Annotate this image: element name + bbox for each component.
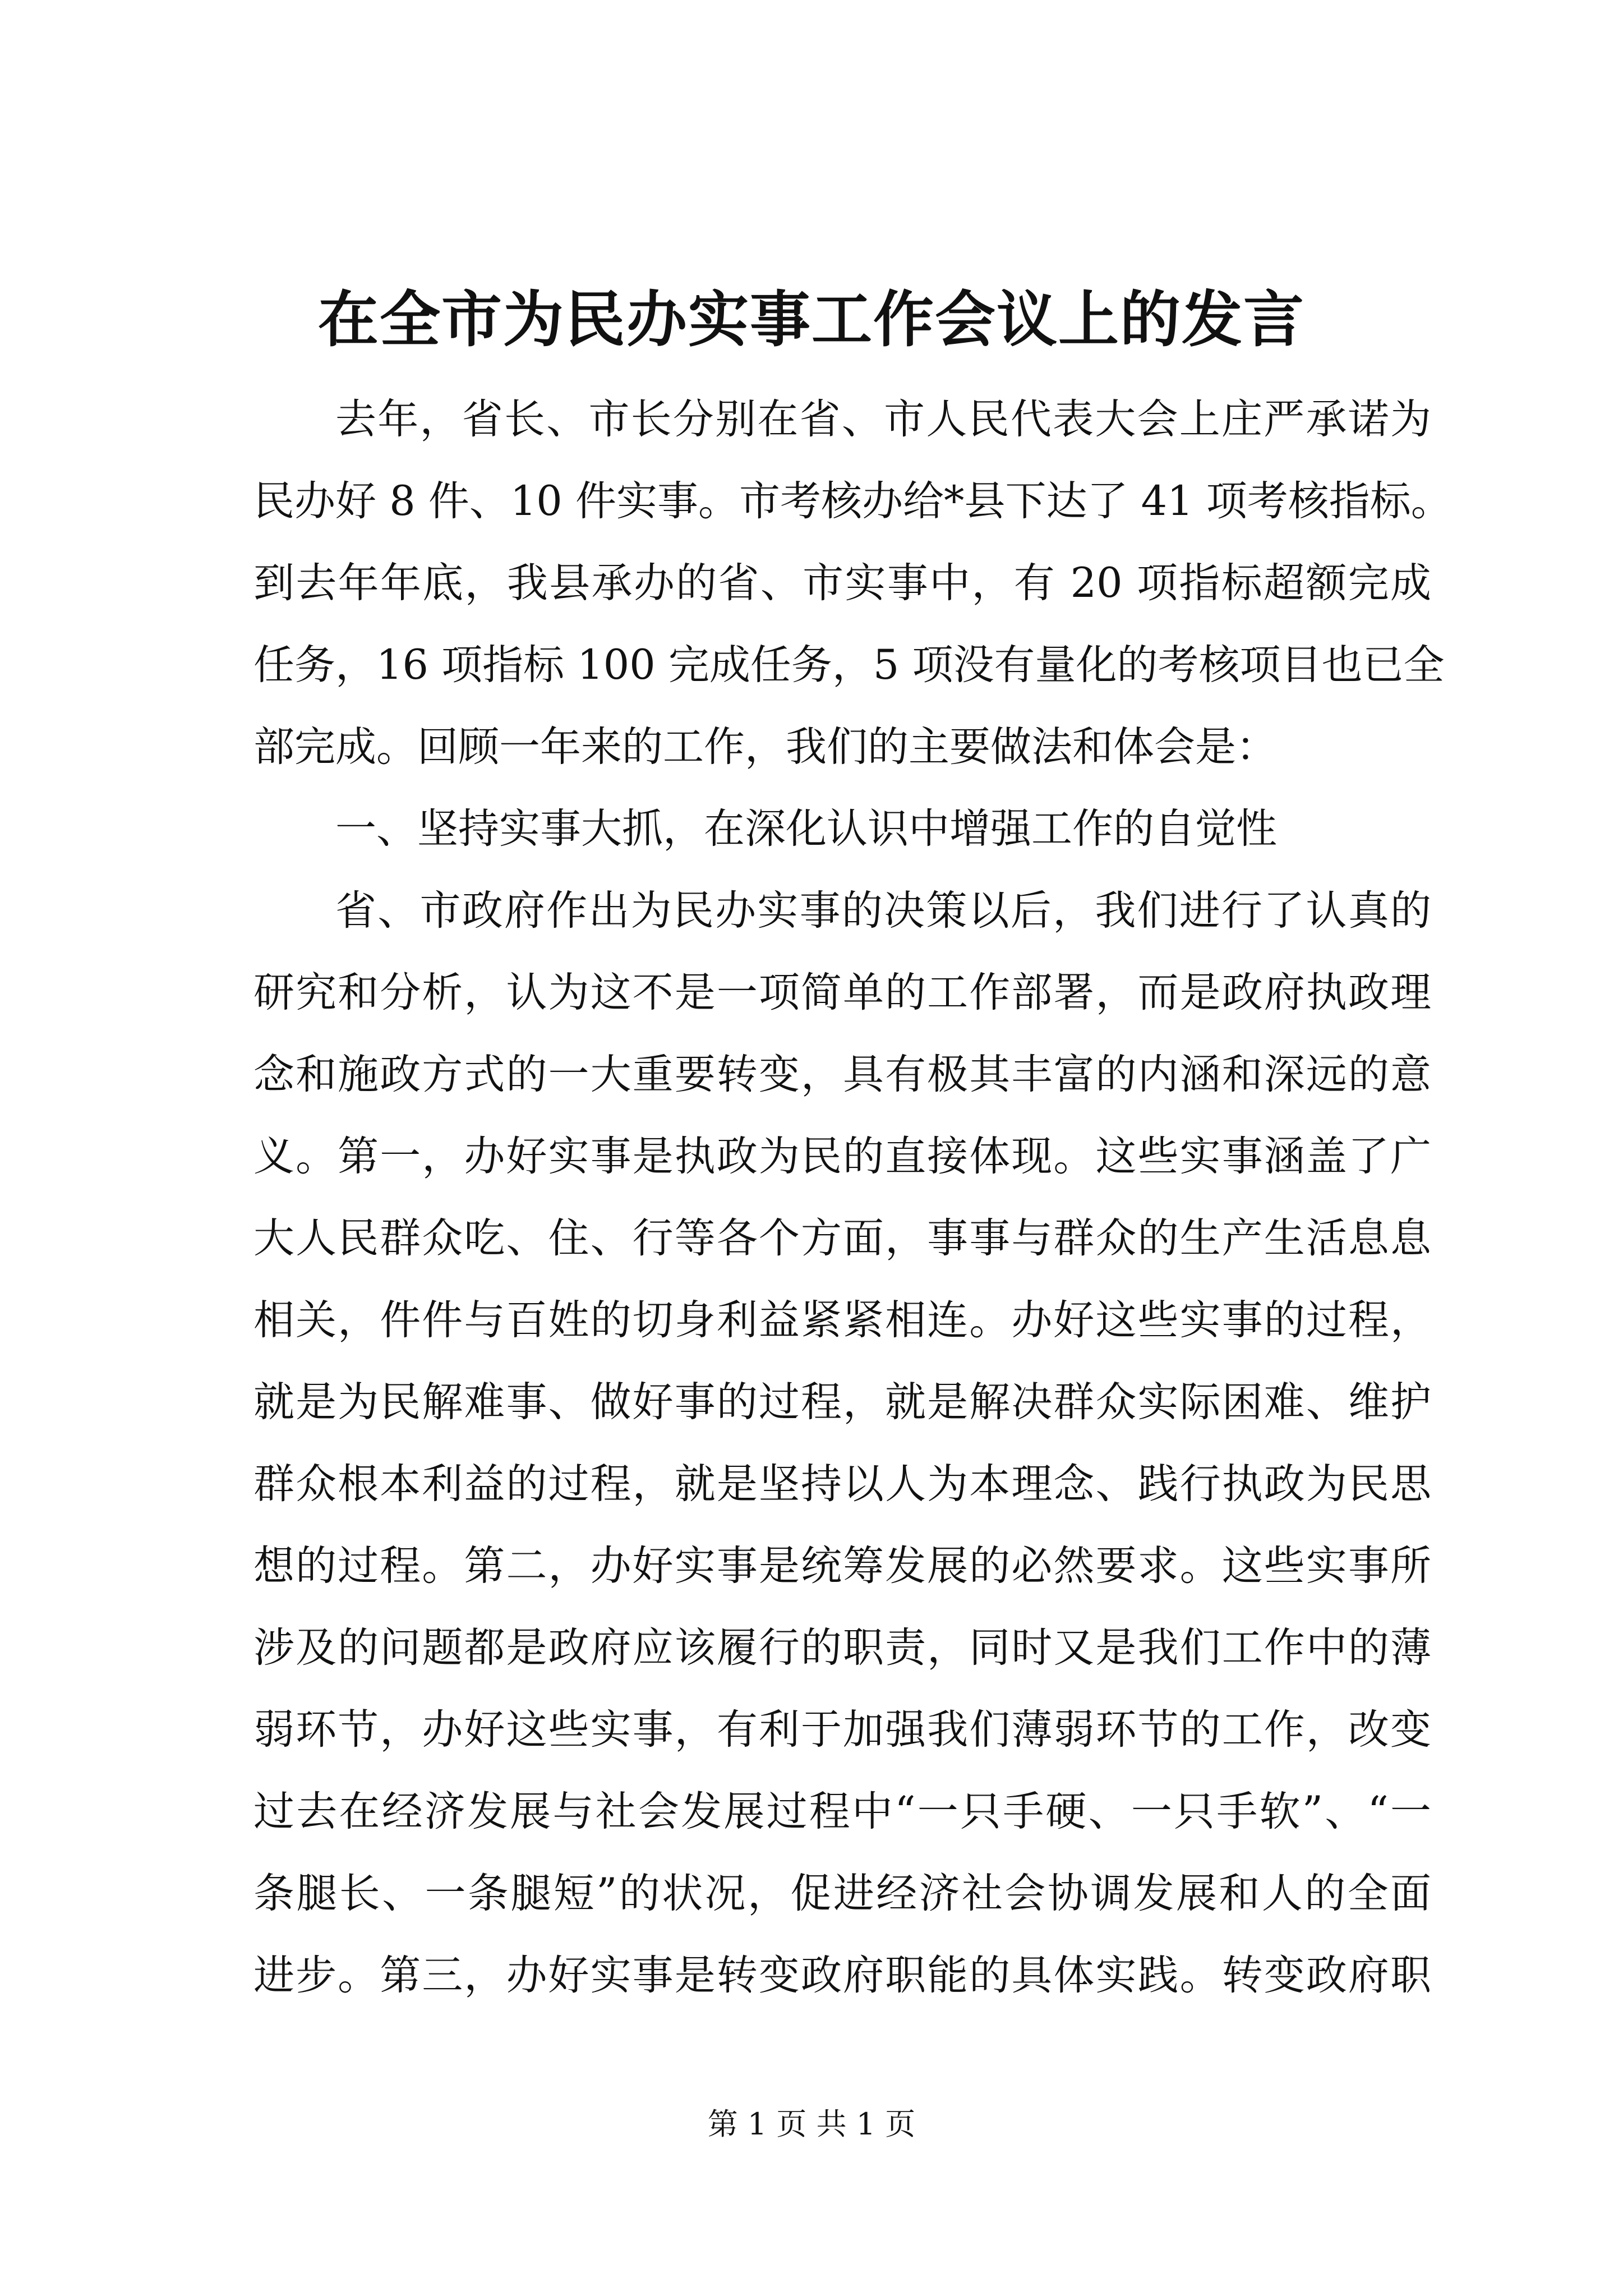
paragraph-line: 义。第一，办好实事是执政为民的直接体现。这些实事涵盖了广 <box>253 1133 1431 1180</box>
paragraph-line: 过去在经济发展与社会发展过程中“一只手硬、一只手软”、“一 <box>253 1788 1431 1835</box>
paragraph-line: 念和施政方式的一大重要转变，具有极其丰富的内涵和深远的意 <box>253 1051 1431 1098</box>
paragraph-line: 到去年年底，我县承办的省、市实事中，有 20 项指标超额完成 <box>253 559 1431 607</box>
paragraph-line: 任务，16 项指标 100 完成任务，5 项没有量化的考核项目也已全 <box>253 641 1445 689</box>
paragraph-line: 进步。第三，办好实事是转变政府职能的具体实践。转变政府职 <box>253 1952 1431 1999</box>
section-heading: 一、坚持实事大抓，在深化认识中增强工作的自觉性 <box>335 805 1277 853</box>
paragraph-line: 想的过程。第二，办好实事是统筹发展的必然要求。这些实事所 <box>253 1542 1431 1590</box>
paragraph-line: 弱环节，办好这些实事，有利于加强我们薄弱环节的工作，改变 <box>253 1706 1431 1754</box>
paragraph-line: 民办好 8 件、10 件实事。市考核办给*县下达了 41 项考核指标。 <box>253 477 1452 525</box>
paragraph-line: 相关，件件与百姓的切身利益紧紧相连。办好这些实事的过程， <box>253 1296 1431 1344</box>
paragraph-line: 研究和分析，认为这不是一项简单的工作部署，而是政府执政理 <box>253 969 1431 1016</box>
paragraph-line: 就是为民解难事、做好事的过程，就是解决群众实际困难、维护 <box>253 1378 1431 1426</box>
paragraph-line: 涉及的问题都是政府应该履行的职责，同时又是我们工作中的薄 <box>253 1624 1431 1672</box>
paragraph-line: 去年，省长、市长分别在省、市人民代表大会上庄严承诺为 <box>335 395 1431 443</box>
paragraph-line: 大人民群众吃、住、行等各个方面，事事与群众的生产生活息息 <box>253 1214 1431 1262</box>
paragraph-line: 条腿长、一条腿短”的状况，促进经济社会协调发展和人的全面 <box>253 1870 1431 1917</box>
document-title: 在全市为民办实事工作会议上的发言 <box>317 284 1305 355</box>
document-body <box>253 379 1452 2017</box>
page-footer: 第 1 页 共 1 页 <box>707 2106 916 2142</box>
paragraph-line: 省、市政府作出为民办实事的决策以后，我们进行了认真的 <box>335 887 1431 935</box>
paragraph-line: 部完成。回顾一年来的工作，我们的主要做法和体会是： <box>253 723 1277 771</box>
paragraph-line: 群众根本利益的过程，就是坚持以人为本理念、践行执政为民思 <box>253 1460 1431 1508</box>
